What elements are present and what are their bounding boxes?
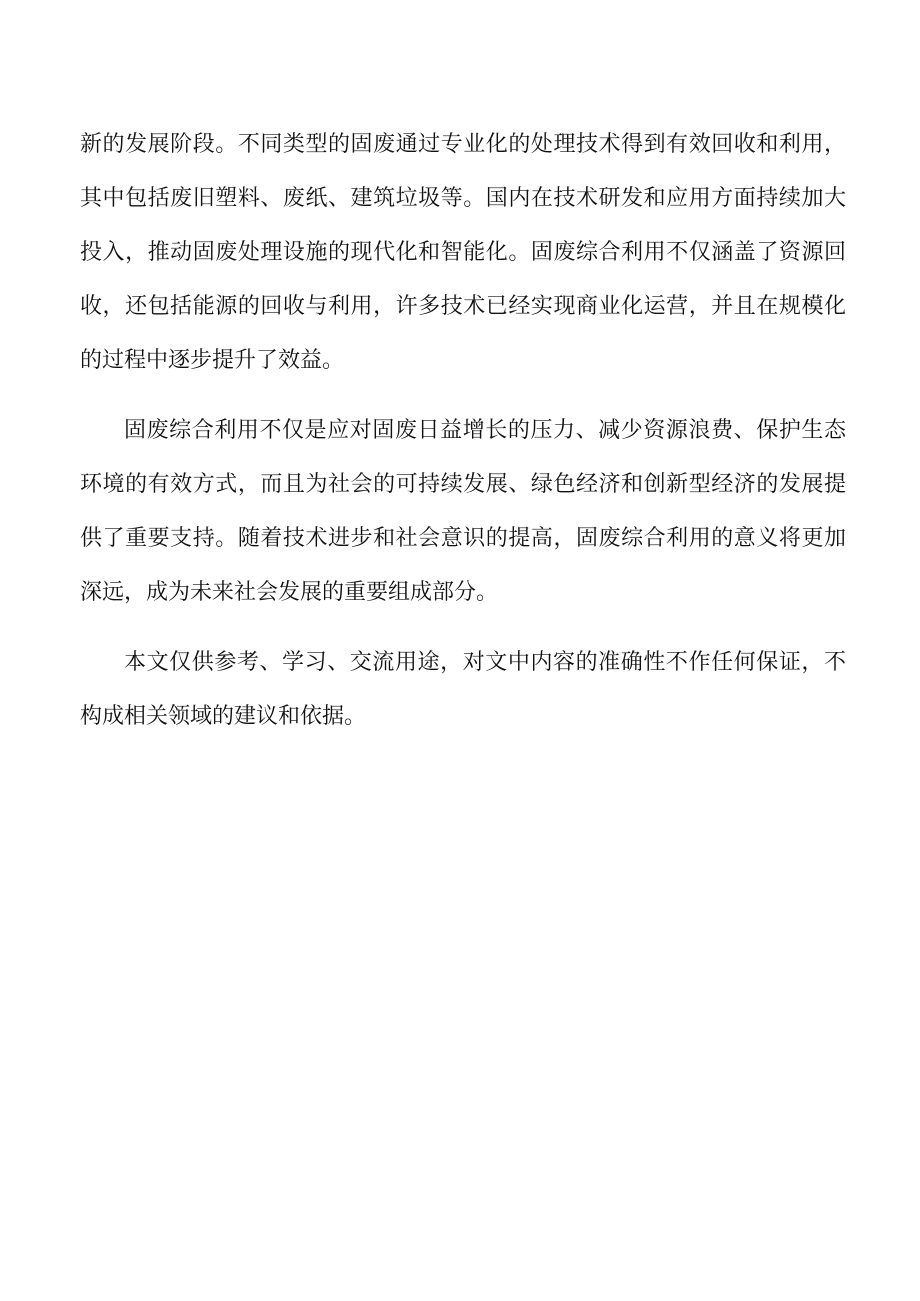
paragraph-continuation: 新的发展阶段。不同类型的固废通过专业化的处理技术得到有效回收和利用，其中包括废旧塑料、废纸、建筑垃圾等。国内在技术研发和应用方面持续加大投入，推动固废处理设施的现代化和智能化。固废综合利用不仅涵盖了资源回收，还包括能源的回收与利用，许多技术已经实现商业化运营，并且在规模化的过程中逐步提升了效益。 bbox=[80, 132, 846, 373]
paragraph-significance: 固废综合利用不仅是应对固废日益增长的压力、减少资源浪费、保护生态环境的有效方式，而且为社会的可持续发展、绿色经济和创新型经济的发展提供了重要支持。随着技术进步和社会意识的提高，固废综合利用的意义将更加深远，成为未来社会发展的重要组成部分。 bbox=[80, 418, 846, 605]
paragraph-disclaimer: 本文仅供参考、学习、交流用途，对文中内容的准确性不作任何保证，不构成相关领域的建议和依据。 bbox=[80, 650, 846, 729]
document-body bbox=[80, 118, 846, 760]
